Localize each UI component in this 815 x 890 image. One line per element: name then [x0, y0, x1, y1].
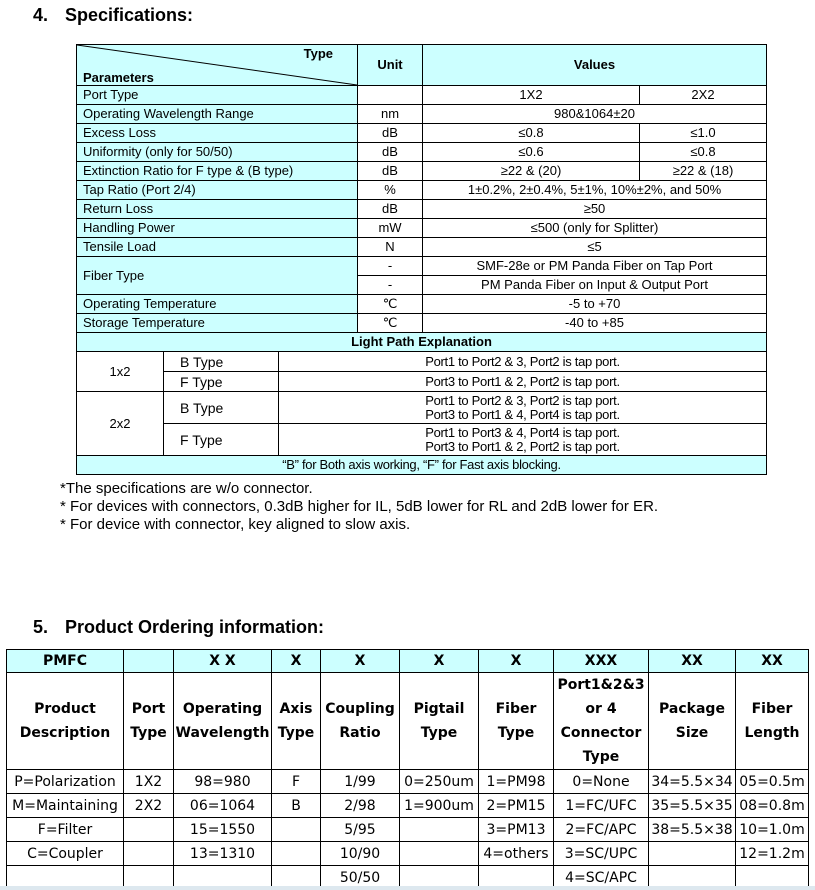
unit-cell: - — [358, 276, 423, 295]
cell: 34=5.5×34 — [649, 770, 736, 794]
value-cell: ≤5 — [423, 238, 767, 257]
cell: 4=others — [479, 842, 554, 866]
spec-row — [77, 314, 767, 333]
cell: B — [272, 794, 321, 818]
value-cell: SMF-28e or PM Panda Fiber on Tap Port — [423, 257, 767, 276]
cell: 3=PM13 — [479, 818, 554, 842]
unit-cell: dB — [358, 200, 423, 219]
value-1x2: ≤0.8 — [423, 124, 640, 143]
code-cell: X — [321, 650, 400, 673]
spec-row — [77, 86, 767, 105]
light-path-table — [77, 352, 766, 455]
label-cell: Fiber Length — [736, 673, 809, 770]
section-number: 4. — [33, 5, 49, 25]
cell: 1=900um — [400, 794, 479, 818]
unit-cell: - — [358, 257, 423, 276]
spec-row — [77, 162, 767, 181]
cell — [649, 842, 736, 866]
code-cell: XX — [736, 650, 809, 673]
code-row — [7, 650, 809, 673]
unit-cell: mW — [358, 219, 423, 238]
table-row — [7, 794, 809, 818]
f-type-label: F Type — [164, 372, 279, 392]
cell — [124, 842, 174, 866]
cell: 5/95 — [321, 818, 400, 842]
param-label: Operating Wavelength Range — [77, 105, 358, 124]
spec-row — [77, 219, 767, 238]
spec-row — [77, 124, 767, 143]
unit-cell — [358, 86, 423, 105]
cell: 2/98 — [321, 794, 400, 818]
code-cell: X X — [174, 650, 272, 673]
section-5-heading — [33, 617, 324, 638]
cell: 0=250um — [400, 770, 479, 794]
unit-cell: ℃ — [358, 295, 423, 314]
param-label: Uniformity (only for 50/50) — [77, 143, 358, 162]
cell: 3=SC/UPC — [554, 842, 649, 866]
note: *The specifications are w/o connector. — [60, 480, 313, 497]
cell: M=Maintaining — [7, 794, 124, 818]
header-parameters: Parameters — [83, 70, 154, 85]
table-row — [7, 818, 809, 842]
spec-row — [77, 295, 767, 314]
cell: 35=5.5×35 — [649, 794, 736, 818]
header-type: Type — [303, 46, 333, 61]
light-path-footer: “B” for Both axis working, “F” for Fast axis blocking. — [77, 456, 767, 475]
value-cell: ≥50 — [423, 200, 767, 219]
value-cell: 980&1064±20 — [423, 105, 767, 124]
value-2x2: ≤0.8 — [640, 143, 767, 162]
cell: 38=5.5×38 — [649, 818, 736, 842]
header-unit: Unit — [358, 45, 423, 86]
ordering-table — [6, 649, 809, 890]
label-cell: Port Type — [124, 673, 174, 770]
value-1x2: 1X2 — [423, 86, 640, 105]
cell: 2X2 — [124, 794, 174, 818]
cell: 1/99 — [321, 770, 400, 794]
cell — [124, 818, 174, 842]
note: * For devices with connectors, 0.3dB higher for IL, 5dB lower for RL and 2dB lower for ER. — [60, 498, 659, 515]
cell: 4=SC/APC — [554, 866, 649, 890]
cell: 1X2 — [124, 770, 174, 794]
note: * For device with connector, key aligned to slow axis. — [60, 516, 411, 533]
label-cell: Operating Wavelength — [174, 673, 272, 770]
cell: 05=0.5m — [736, 770, 809, 794]
value-cell: ≤500 (only for Splitter) — [423, 219, 767, 238]
label-cell: Coupling Ratio — [321, 673, 400, 770]
path-text: Port3 to Port1 & 2, Port2 is tap port. — [279, 372, 767, 392]
unit-cell: N — [358, 238, 423, 257]
param-label: Storage Temperature — [77, 314, 358, 333]
cell: 08=0.8m — [736, 794, 809, 818]
unit-cell: dB — [358, 124, 423, 143]
table-row — [7, 842, 809, 866]
cell — [272, 842, 321, 866]
param-label: Fiber Type — [77, 257, 358, 295]
value-cell: -5 to +70 — [423, 295, 767, 314]
value-1x2: ≤0.6 — [423, 143, 640, 162]
page-footer-band — [0, 886, 815, 890]
value-2x2: ≤1.0 — [640, 124, 767, 143]
cell: C=Coupler — [7, 842, 124, 866]
spec-row — [77, 238, 767, 257]
param-label: Return Loss — [77, 200, 358, 219]
cell — [272, 818, 321, 842]
cell: 13=1310 — [174, 842, 272, 866]
unit-cell: ℃ — [358, 314, 423, 333]
value-2x2: 2X2 — [640, 86, 767, 105]
header-values: Values — [423, 45, 767, 86]
section-number: 5. — [33, 617, 49, 637]
cell: 0=None — [554, 770, 649, 794]
label-cell: Product Description — [7, 673, 124, 770]
value-cell: 1±0.2%, 2±0.4%, 5±1%, 10%±2%, and 50% — [423, 181, 767, 200]
table-row — [7, 770, 809, 794]
f-type-label: F Type — [164, 424, 279, 456]
code-cell: PMFC — [7, 650, 124, 673]
code-cell — [124, 650, 174, 673]
spec-row — [77, 143, 767, 162]
notes — [60, 480, 658, 534]
cell: 1=FC/UFC — [554, 794, 649, 818]
path-text: Port1 to Port2 & 3, Port2 is tap port. — [279, 352, 767, 372]
cell: 10/90 — [321, 842, 400, 866]
cell: 06=1064 — [174, 794, 272, 818]
b-type-label: B Type — [164, 392, 279, 424]
label-cell: Pigtail Type — [400, 673, 479, 770]
unit-cell: nm — [358, 105, 423, 124]
code-cell: XX — [649, 650, 736, 673]
cell: 12=1.2m — [736, 842, 809, 866]
param-label: Tap Ratio (Port 2/4) — [77, 181, 358, 200]
port-type-2x2: 2x2 — [77, 392, 164, 456]
code-cell: X — [272, 650, 321, 673]
cell: 98=980 — [174, 770, 272, 794]
cell: 10=1.0m — [736, 818, 809, 842]
path-text: Port3 to Port1 & 4, Port4 is tap port. — [425, 406, 620, 422]
spec-row — [77, 257, 767, 276]
port-type-1x2: 1x2 — [77, 352, 164, 392]
cell: 50/50 — [321, 866, 400, 890]
param-label: Port Type — [77, 86, 358, 105]
param-label: Tensile Load — [77, 238, 358, 257]
cell: F — [272, 770, 321, 794]
label-cell: Fiber Type — [479, 673, 554, 770]
value-1x2: ≥22 & (20) — [423, 162, 640, 181]
label-row — [7, 673, 809, 770]
spec-row — [77, 200, 767, 219]
path-text: Port1 to Port3 & 4, Port4 is tap port. — [425, 424, 620, 440]
unit-cell: dB — [358, 162, 423, 181]
param-label: Excess Loss — [77, 124, 358, 143]
cell: 2=FC/APC — [554, 818, 649, 842]
label-cell: Package Size — [649, 673, 736, 770]
spec-row — [77, 105, 767, 124]
cell — [400, 842, 479, 866]
header-diagonal-cell — [77, 45, 358, 86]
cell: F=Filter — [7, 818, 124, 842]
path-text: Port3 to Port1 & 2, Port2 is tap port. — [425, 438, 620, 454]
code-cell: X — [400, 650, 479, 673]
param-label: Extinction Ratio for F type & (B type) — [77, 162, 358, 181]
b-type-label: B Type — [164, 352, 279, 372]
unit-cell: % — [358, 181, 423, 200]
code-cell: X — [479, 650, 554, 673]
cell: P=Polarization — [7, 770, 124, 794]
param-label: Operating Temperature — [77, 295, 358, 314]
cell: 1=PM98 — [479, 770, 554, 794]
path-text: Port1 to Port2 & 3, Port2 is tap port. — [425, 392, 620, 408]
param-label: Handling Power — [77, 219, 358, 238]
section-title: Product Ordering information: — [65, 617, 324, 637]
value-cell: -40 to +85 — [423, 314, 767, 333]
label-cell: Axis Type — [272, 673, 321, 770]
specifications-table — [76, 44, 767, 475]
section-4-heading — [33, 5, 193, 26]
cell — [400, 818, 479, 842]
code-cell: XXX — [554, 650, 649, 673]
spec-row — [77, 181, 767, 200]
unit-cell: dB — [358, 143, 423, 162]
value-2x2: ≥22 & (18) — [640, 162, 767, 181]
cell: 2=PM15 — [479, 794, 554, 818]
value-cell: PM Panda Fiber on Input & Output Port — [423, 276, 767, 295]
cell: 15=1550 — [174, 818, 272, 842]
section-title: Specifications: — [65, 5, 194, 25]
label-cell: Port1&2&3 or 4 Connector Type — [554, 673, 649, 770]
light-path-title: Light Path Explanation — [77, 333, 767, 352]
